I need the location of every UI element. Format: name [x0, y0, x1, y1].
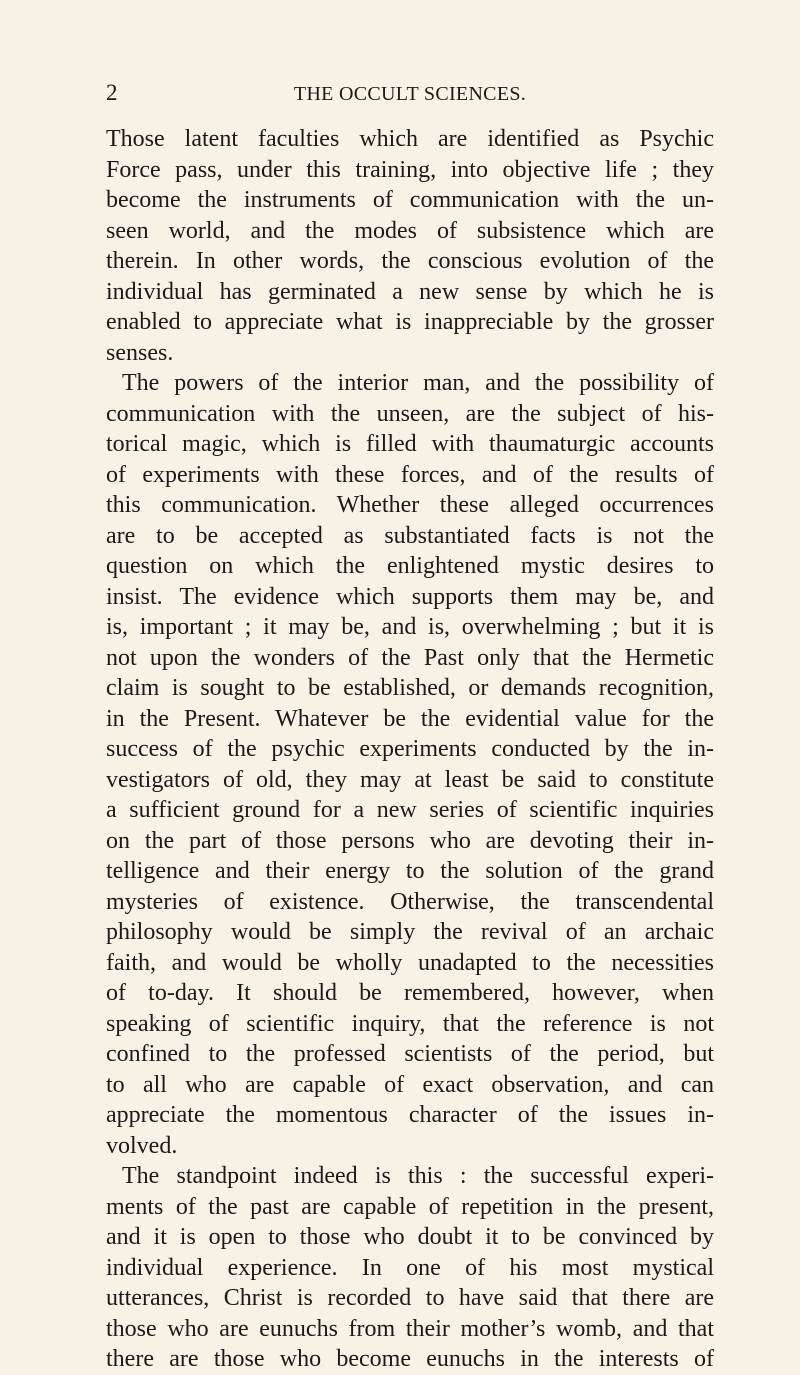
text-line: of to-day. It should be remembered, however, when [106, 980, 714, 1006]
paragraph-3 [106, 1161, 714, 1375]
text-line: claim is sought to be established, or demands recognition, [106, 675, 714, 701]
text-line: faith, and would be wholly unadapted to the necessities [106, 949, 714, 976]
text-line: enabled to appreciate what is inappreciable by the grosser [106, 309, 714, 335]
text-line: to all who are capable of exact observation, and can [106, 1071, 714, 1098]
paragraph-1 [106, 124, 714, 368]
text-line: not upon the wonders of the Past only that the Hermetic [106, 644, 714, 671]
text-line: this communication. Whether these alleged occurrences [106, 492, 714, 518]
text-line: individual has germinated a new sense by which he is [106, 278, 714, 305]
text-line: The powers of the interior man, and the possibility of [122, 370, 714, 396]
text-line: torical magic, which is filled with thaumaturgic accounts [106, 431, 714, 457]
text-line: those who are eunuchs from their mother’s womb, and that [106, 1315, 714, 1342]
text-line: ments of the past are capable of repetition in the present, [106, 1193, 714, 1220]
text-line: insist. The evidence which supports them may be, and [106, 583, 714, 610]
text-line: therein. In other words, the conscious evolution of the [106, 248, 714, 274]
running-head [106, 80, 714, 110]
text-line: in the Present. Whatever be the evidential value for the [106, 705, 714, 732]
text-line: are to be accepted as substantiated facts is not the [106, 522, 714, 549]
text-line: volved. [106, 1132, 178, 1159]
text-line: communication with the unseen, are the subject of his- [106, 400, 714, 427]
text-line: appreciate the momentous character of the issues in- [106, 1102, 714, 1128]
text-line: question on which the enlightened mystic desires to [106, 553, 714, 579]
text-line: vestigators of old, they may at least be said to constitute [106, 766, 714, 793]
text-line: seen world, and the modes of subsistence which are [106, 217, 714, 244]
text-line: there are those who become eunuchs in the interests of [106, 1346, 714, 1372]
text-line: confined to the professed scientists of the period, but [106, 1041, 714, 1067]
text-line: utterances, Christ is recorded to have said that there are [106, 1285, 714, 1311]
text-line: is, important ; it may be, and is, overwhelming ; but it is [106, 614, 714, 640]
text-line: telligence and their energy to the solution of the grand [106, 858, 714, 884]
text-line: of experiments with these forces, and of the results of [106, 461, 714, 488]
text-line: The standpoint indeed is this : the successful experi- [122, 1163, 714, 1189]
text-line: senses. [106, 339, 174, 366]
text-line: Force pass, under this training, into objective life ; they [106, 156, 714, 183]
paragraph-2 [106, 368, 714, 1161]
body-text [106, 124, 714, 1375]
text-line: mysteries of existence. Otherwise, the transcendental [106, 888, 714, 915]
running-title: THE OCCULT SCIENCES. [293, 83, 527, 105]
text-line: speaking of scientific inquiry, that the reference is not [106, 1010, 714, 1037]
text-line: philosophy would be simply the revival of an archaic [106, 919, 714, 945]
text-line: Those latent faculties which are identified as Psychic [106, 126, 714, 152]
page-number: 2 [106, 80, 118, 105]
text-line: on the part of those persons who are devoting their in- [106, 827, 714, 854]
text-line: success of the psychic experiments conducted by the in- [106, 736, 714, 762]
text-line: a sufficient ground for a new series of scientific inquiries [106, 797, 714, 823]
text-line: individual experience. In one of his most mystical [106, 1254, 714, 1281]
text-line: become the instruments of communication with the un- [106, 187, 714, 213]
text-line: and it is open to those who doubt it to be convinced by [106, 1224, 714, 1250]
